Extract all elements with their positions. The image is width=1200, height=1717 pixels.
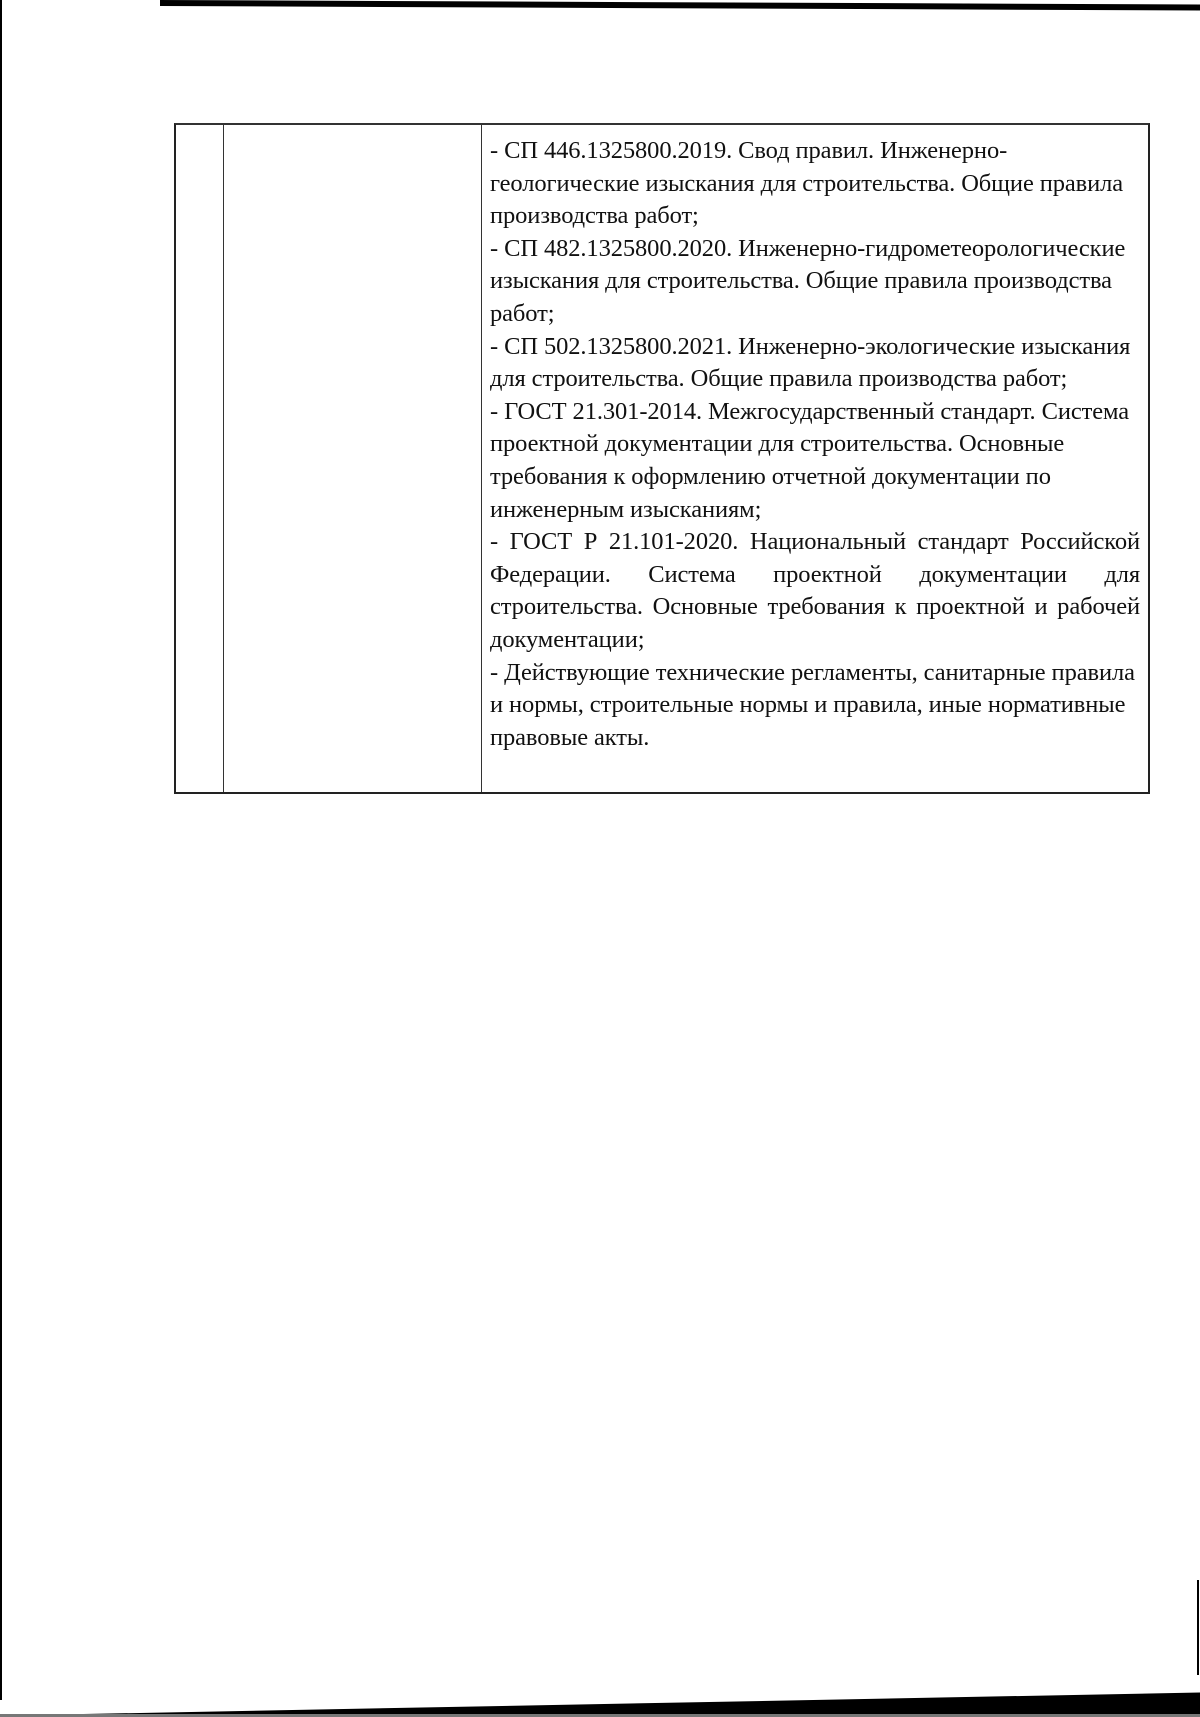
regulation-item-sp-482: - СП 482.1325800.2020. Инженерно-гидрометеорологические изыскания для строительства. Общие правила производства работ; [490, 234, 1126, 327]
scan-edge-left [0, 0, 2, 1700]
table-cell-regulations [482, 125, 1148, 792]
scan-edge-top [160, 0, 1200, 11]
regulation-item-sp-502: - СП 502.1325800.2021. Инженерно-экологические изыскания для строительства. Общие правила производства работ; [490, 332, 1131, 393]
regulation-item-gost-r-21-101: - ГОСТ Р 21.101-2020. Национальный стандарт Российской Федерации. Система проектной документации для строительства. Основные требования к проектной и рабочей документации; [490, 528, 1140, 653]
scan-edge-bottom [0, 1683, 1200, 1717]
regulations-table [174, 123, 1150, 794]
regulation-item-gost-21-301: - ГОСТ 21.301-2014. Межгосударственный стандарт. Система проектной документации для строительства. Основные требования к оформлению отчетной документации по инженерным изысканиям; [490, 397, 1130, 523]
regulation-item-technical-regulations: - Действующие технические регламенты, санитарные правила и нормы, строительные нормы и правила, иные нормативные правовые акты. [490, 658, 1135, 751]
table-cell-number [176, 125, 224, 792]
table-cell-title [224, 125, 482, 792]
regulation-item-sp-446: - СП 446.1325800.2019. Свод правил. Инженерно-геологические изыскания для строительства. Общие правила производства работ; [490, 137, 1124, 230]
scan-edge-right [1197, 1580, 1199, 1675]
